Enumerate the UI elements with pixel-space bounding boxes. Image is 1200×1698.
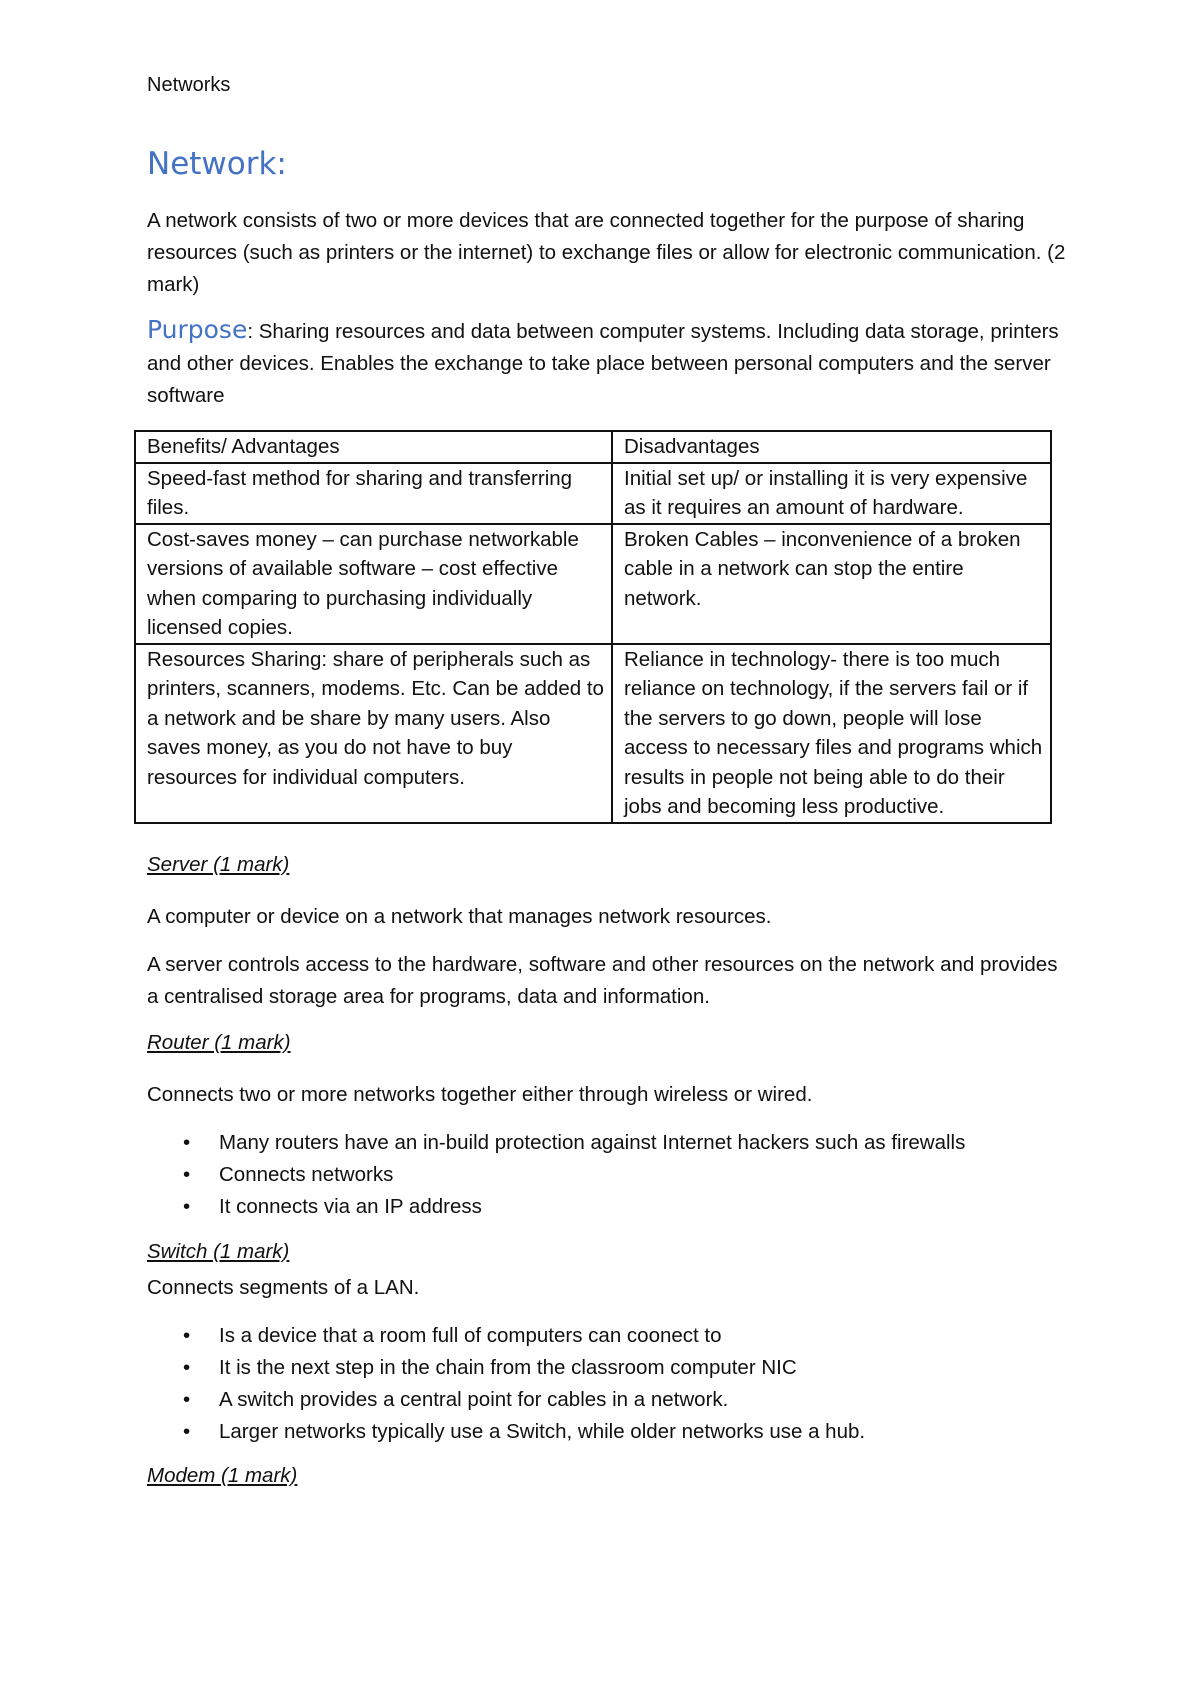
list-item: • Many routers have an in-build protection against Internet hackers such as firewalls <box>147 1127 1067 1159</box>
table-header-disadvantages: Disadvantages <box>612 431 1051 463</box>
table-cell: Initial set up/ or installing it is very expensive as it requires an amount of hardware. <box>612 463 1051 524</box>
advantages-table <box>134 430 1052 824</box>
list-item: • A switch provides a central point for cables in a network. <box>147 1384 1067 1416</box>
router-paragraph: Connects two or more networks together either through wireless or wired. <box>147 1083 813 1106</box>
bullet-icon: • <box>183 1163 191 1186</box>
list-item: • Larger networks typically use a Switch, while older networks use a hub. <box>147 1416 1067 1448</box>
bullet-icon: • <box>183 1131 191 1154</box>
list-item: • It is the next step in the chain from the classroom computer NIC <box>147 1352 1067 1384</box>
bullet-icon: • <box>183 1420 191 1443</box>
table-header-row <box>135 431 1051 463</box>
modem-heading: Modem (1 mark) <box>147 1464 298 1487</box>
router-heading: Router (1 mark) <box>147 1031 291 1054</box>
table-row <box>135 524 1051 644</box>
switch-paragraph: Connects segments of a LAN. <box>147 1276 420 1299</box>
purpose-paragraph <box>147 314 1067 412</box>
list-item: • Connects networks <box>147 1159 1067 1191</box>
bullet-icon: • <box>183 1356 191 1379</box>
list-item: • Is a device that a room full of computers can coonect to <box>147 1320 1067 1352</box>
router-bullet-list <box>147 1127 1067 1223</box>
page-title: Network: <box>147 146 287 182</box>
list-item: • It connects via an IP address <box>147 1191 1067 1223</box>
table-header-advantages: Benefits/ Advantages <box>135 431 612 463</box>
table-cell: Broken Cables – inconvenience of a broken cable in a network can stop the entire network. <box>612 524 1051 644</box>
bullet-icon: • <box>183 1195 191 1218</box>
table-cell: Reliance in technology- there is too much reliance on technology, if the servers fail or if the servers to go down, people will lose access to necessary files and programs which results in people not being able to do their jobs and becoming less productive. <box>612 644 1051 823</box>
purpose-text: : Sharing resources and data between computer systems. Including data storage, printers and other devices. Enables the exchange to take place between personal computers and the server software <box>147 320 1059 407</box>
purpose-label: Purpose <box>147 315 248 344</box>
table-row <box>135 644 1051 823</box>
table-cell: Resources Sharing: share of peripherals such as printers, scanners, modems. Etc. Can be added to a network and be share by many users. Also saves money, as you do not have to buy resources for individual computers. <box>135 644 612 823</box>
server-paragraph-2: A server controls access to the hardware, software and other resources on the network and provides a centralised storage area for programs, data and information. <box>147 953 1058 1008</box>
network-definition: A network consists of two or more devices that are connected together for the purpose of sharing resources (such as printers or the internet) to exchange files or allow for electronic communication. (2 mark) <box>147 209 1066 296</box>
table-cell: Cost-saves money – can purchase networkable versions of available software – cost effective when comparing to purchasing individually licensed copies. <box>135 524 612 644</box>
page-header: Networks <box>147 74 231 96</box>
bullet-icon: • <box>183 1388 191 1411</box>
table-row <box>135 463 1051 524</box>
server-heading: Server (1 mark) <box>147 853 290 876</box>
server-paragraph-1: A computer or device on a network that manages network resources. <box>147 905 772 928</box>
table-cell: Speed-fast method for sharing and transferring files. <box>135 463 612 524</box>
switch-heading: Switch (1 mark) <box>147 1240 290 1263</box>
bullet-icon: • <box>183 1324 191 1347</box>
switch-bullet-list <box>147 1320 1067 1448</box>
